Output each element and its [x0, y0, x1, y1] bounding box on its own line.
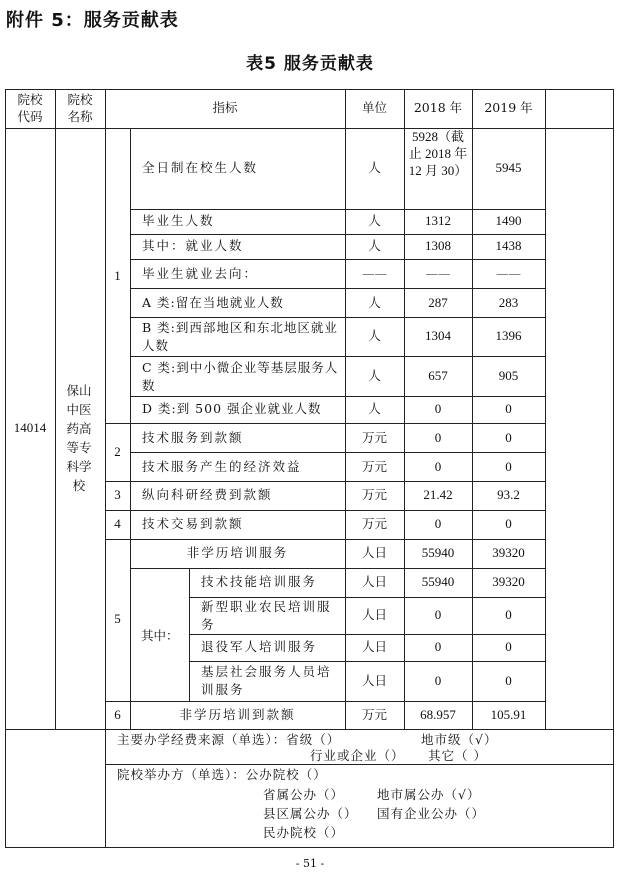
row-label: A 类:留在当地就业人数: [142, 295, 284, 310]
row-label: 纵向科研经费到款额: [142, 487, 273, 502]
school-type-provincial: 省属公办（）: [263, 787, 345, 802]
row-value-2018: 0: [434, 401, 442, 416]
row-value-2019: 39320: [492, 574, 525, 589]
funding-source-other: 其它（ ）: [428, 748, 487, 763]
row-label: C 类:到中小微企业等基层服务人数: [142, 360, 339, 393]
funding-source-prefecture: 地市级（√）: [421, 732, 498, 747]
row-unit: ——: [362, 266, 387, 281]
funding-source-line1: 主要办学经费来源（单选）：省级（）: [117, 732, 341, 747]
row-unit: 人: [368, 368, 381, 383]
group-number: 5: [114, 611, 121, 626]
school-type-county: 县区属公办（）: [263, 806, 358, 821]
sub-label-5: 其中：: [141, 628, 179, 643]
row-value-2019: 39320: [492, 545, 525, 560]
row-value-2018: 0: [434, 607, 442, 622]
group-number: 4: [114, 516, 121, 531]
row-value-2019: 105.91: [490, 707, 527, 722]
row-value-2019: 1438: [495, 238, 522, 253]
row-value-2018: 287: [428, 295, 448, 310]
row-value-2018: 657: [428, 368, 448, 383]
row-value-2019: 0: [505, 459, 512, 474]
row-label: 非学历培训到款额: [179, 707, 296, 722]
row-value-2018: 0: [434, 673, 442, 688]
school-code: 14014: [13, 420, 47, 435]
row-unit: 人日: [361, 607, 387, 622]
group-number: 6: [114, 707, 121, 722]
school-type-prefecture: 地市属公办（√）: [377, 787, 481, 802]
header-name: 院校名称: [67, 92, 93, 124]
school-type-soe: 国有企业公办（）: [377, 806, 486, 821]
row-value-2018: 0: [434, 516, 442, 531]
row-label: D 类:到 500 强企业就业人数: [142, 401, 322, 416]
row-value-2018: 21.42: [423, 487, 453, 502]
row-value-2018: 5928（截止 2018 年 12 月 30）: [408, 129, 468, 178]
row-unit: 人日: [361, 639, 387, 654]
row-label: 其中：就业人数: [142, 238, 244, 253]
row-label: 全日制在校生人数: [142, 160, 259, 175]
service-contribution-table: [5, 89, 614, 848]
row-label: 技术服务到款额: [142, 430, 244, 445]
row-label: B 类:到西部地区和东北地区就业人数: [142, 320, 338, 353]
row-value-2019: 93.2: [497, 487, 520, 502]
row-value-2018: 55940: [421, 545, 455, 560]
row-label: 技术交易到款额: [142, 516, 244, 531]
row-value-2018: 1312: [425, 213, 451, 228]
row-label: 新型职业农民培训服务: [201, 599, 332, 632]
row-label: 技术服务产生的经济效益: [142, 459, 302, 474]
row-value-2018: 0: [434, 430, 442, 445]
row-unit: 人日: [361, 574, 387, 589]
row-value-2019: 1396: [495, 328, 522, 343]
row-value-2018: 1304: [425, 328, 451, 343]
row-unit: 人日: [361, 545, 387, 560]
row-unit: 万元: [361, 430, 387, 445]
header-unit: 单位: [361, 100, 387, 115]
row-value-2019: 0: [505, 430, 512, 445]
row-value-2019: 5945: [495, 160, 522, 175]
row-unit: 人: [368, 213, 381, 228]
group-number: 1: [114, 268, 121, 283]
row-label: 毕业生就业去向：: [142, 266, 259, 281]
group-number: 3: [114, 487, 121, 502]
funding-source-industry: 行业或企业（）: [310, 748, 405, 763]
row-unit: 万元: [361, 707, 387, 722]
row-label: 基层社会服务人员培训服务: [201, 664, 332, 697]
row-value-2018: 0: [434, 459, 442, 474]
header-code: 院校代码: [17, 92, 43, 124]
row-value-2018: 55940: [421, 574, 455, 589]
row-unit: 人: [368, 238, 381, 253]
row-value-2019: 0: [505, 639, 512, 654]
row-unit: 万元: [361, 516, 387, 531]
header-indicator: 指标: [212, 100, 238, 115]
page-number: - 51 -: [295, 857, 325, 870]
row-label: 毕业生人数: [142, 213, 215, 228]
row-value-2019: 283: [498, 295, 519, 310]
row-value-2019: ——: [496, 266, 521, 281]
header-2019: 2019 年: [484, 100, 533, 115]
school-name: 保山中医药高等专科学校: [66, 383, 92, 493]
row-unit: 万元: [361, 487, 387, 502]
group-number: 2: [114, 444, 121, 459]
row-value-2019: 0: [505, 516, 512, 531]
school-type-line1: 院校举办方（单选）：公办院校（）: [117, 767, 327, 782]
header-2018: 2018 年: [413, 100, 463, 115]
row-value-2019: 0: [505, 607, 512, 622]
row-label: 非学历培训服务: [186, 545, 289, 560]
row-label: 退役军人培训服务: [201, 639, 318, 654]
row-unit: 人: [368, 401, 381, 416]
row-value-2018: 68.957: [420, 707, 456, 722]
row-value-2018: ——: [425, 266, 451, 281]
row-value-2019: 1490: [495, 213, 522, 228]
row-unit: 人日: [361, 673, 387, 688]
row-unit: 万元: [361, 459, 387, 474]
school-type-private: 民办院校（）: [263, 825, 345, 840]
row-unit: 人: [368, 160, 381, 175]
row-value-2019: 0: [505, 673, 512, 688]
row-unit: 人: [368, 328, 381, 343]
row-value-2018: 1308: [425, 238, 451, 253]
row-value-2018: 0: [434, 639, 442, 654]
row-value-2019: 905: [498, 368, 519, 383]
row-label: 技术技能培训服务: [201, 574, 318, 589]
attachment-heading: 附件 5：服务贡献表: [6, 10, 179, 31]
row-unit: 人: [368, 295, 381, 310]
table-title: 表5 服务贡献表: [246, 54, 374, 74]
row-value-2019: 0: [505, 401, 512, 416]
